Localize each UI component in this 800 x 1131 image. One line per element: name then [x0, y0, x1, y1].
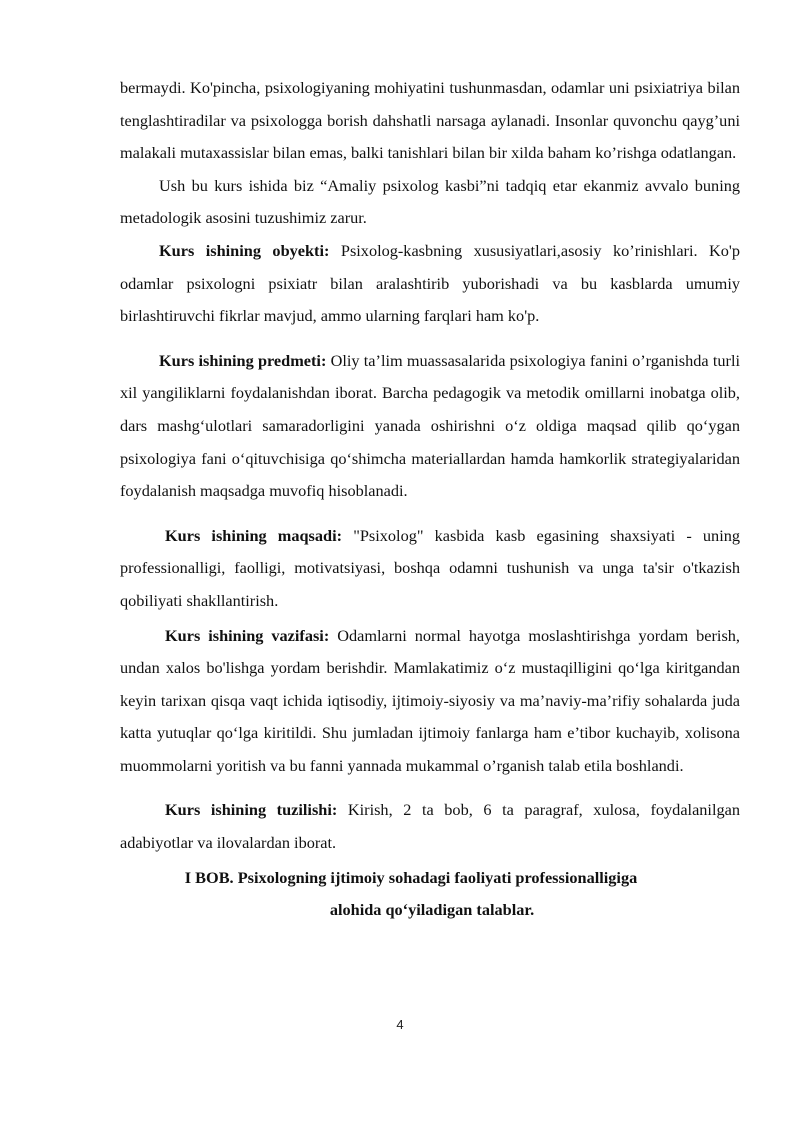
paragraph-goal — [120, 520, 740, 618]
subject-label: Kurs ishining predmeti: — [159, 350, 327, 370]
page-number: 4 — [396, 1017, 404, 1032]
paragraph-subject — [120, 345, 740, 508]
paragraph-structure — [120, 794, 740, 859]
tasks-text: Odamlarni normal hayotga moslashtirishga yordam berish, undan xalos bo'lishga yordam berishdir. Mamlakatimiz o‘z mustaqilligini qo‘lga kiritgandan keyin tarixan qisqa vaqt ichida iqtisodiy, ijtimoiy-siyosiy va ma’naviy-ma’rifiy sohalarda juda katta yutuqlar qo‘lga kiritildi. Shu jumladan ijtimoiy fanlarga ham e’tibor kuchayib, xolisona muommolarni yoritish va bu fanni yannada mukammal o’rganish talab etila boshlandi. — [120, 625, 741, 775]
structure-text: Kirish, 2 ta bob, 6 ta paragraf, xulosa, foydalanilgan adabiyotlar va ilovalardan iborat. — [120, 800, 740, 853]
structure-label: Kurs ishining tuzilishi: — [165, 800, 338, 820]
goal-label: Kurs ishining maqsadi: — [165, 525, 343, 545]
chapter-heading-line1: I BOB. Psixologning ijtimoiy sohadagi faoliyati professionalligiga — [184, 867, 638, 887]
object-text: Psixolog-kasbning xususiyatlari,asosiy ko’rinishlari. Ko'p odamlar psixologni psixiatr bilan aralashtirib yuborishadi va bu kasblarda umumiy birlashtiruvchi fikrlar mavjud, ammo ularning farqlari ham ko'p. — [120, 240, 741, 326]
object-label: Kurs ishining obyekti: — [159, 240, 330, 260]
chapter-heading-line2: alohida qo‘yiladigan talablar. — [329, 900, 535, 920]
paragraph-intro: bermaydi. Ko'pincha, psixologiyaning mohiyatini tushunmasdan, odamlar uni psixiatriya bilan tenglashtiradilar va psixologga borish dahshatli narsaga aylanadi. Insonlar quvonchu qayg’uni malakali mutaxassislar bilan emas, balki tanishlari bilan bir xilda baham ko’rishga odatlangan. — [120, 78, 740, 163]
subject-text: Oliy ta’lim muassasalarida psixologiya fanini o’rganishda turli xil yangiliklarni foydalanishdan iborat. Barcha pedagogik va metodik omillarni inobatga olib, dars mashg‘ulotlari samaradorligini yanada oshirishni o‘z oldiga maqsad qilib qo‘ygan psixologiya fani o‘qituvchisiga qo‘shimcha materiallardan hamda hamkorlik strategiyalaridan foydalanish maqsadga muvofiq hisoblanadi. — [120, 350, 740, 501]
paragraph-object — [120, 235, 740, 333]
goal-text: "Psixolog" kasbida kasb egasining shaxsiyati - uning professionalligi, faolligi, motivatsiyasi, boshqa odamni tushunish va unga ta'sir o'tkazish qobiliyati shakllantirish. — [120, 525, 741, 610]
tasks-label: Kurs ishining vazifasi: — [165, 625, 330, 645]
paragraph-tasks — [120, 620, 740, 783]
document-page — [120, 72, 740, 927]
chapter-heading — [120, 862, 740, 927]
paragraph-methodology: Ush bu kurs ishida biz “Amaliy psixolog kasbi”ni tadqiq etar ekanmiz avvalo buning metadologik asosini tuzushimiz zarur. — [120, 175, 740, 228]
